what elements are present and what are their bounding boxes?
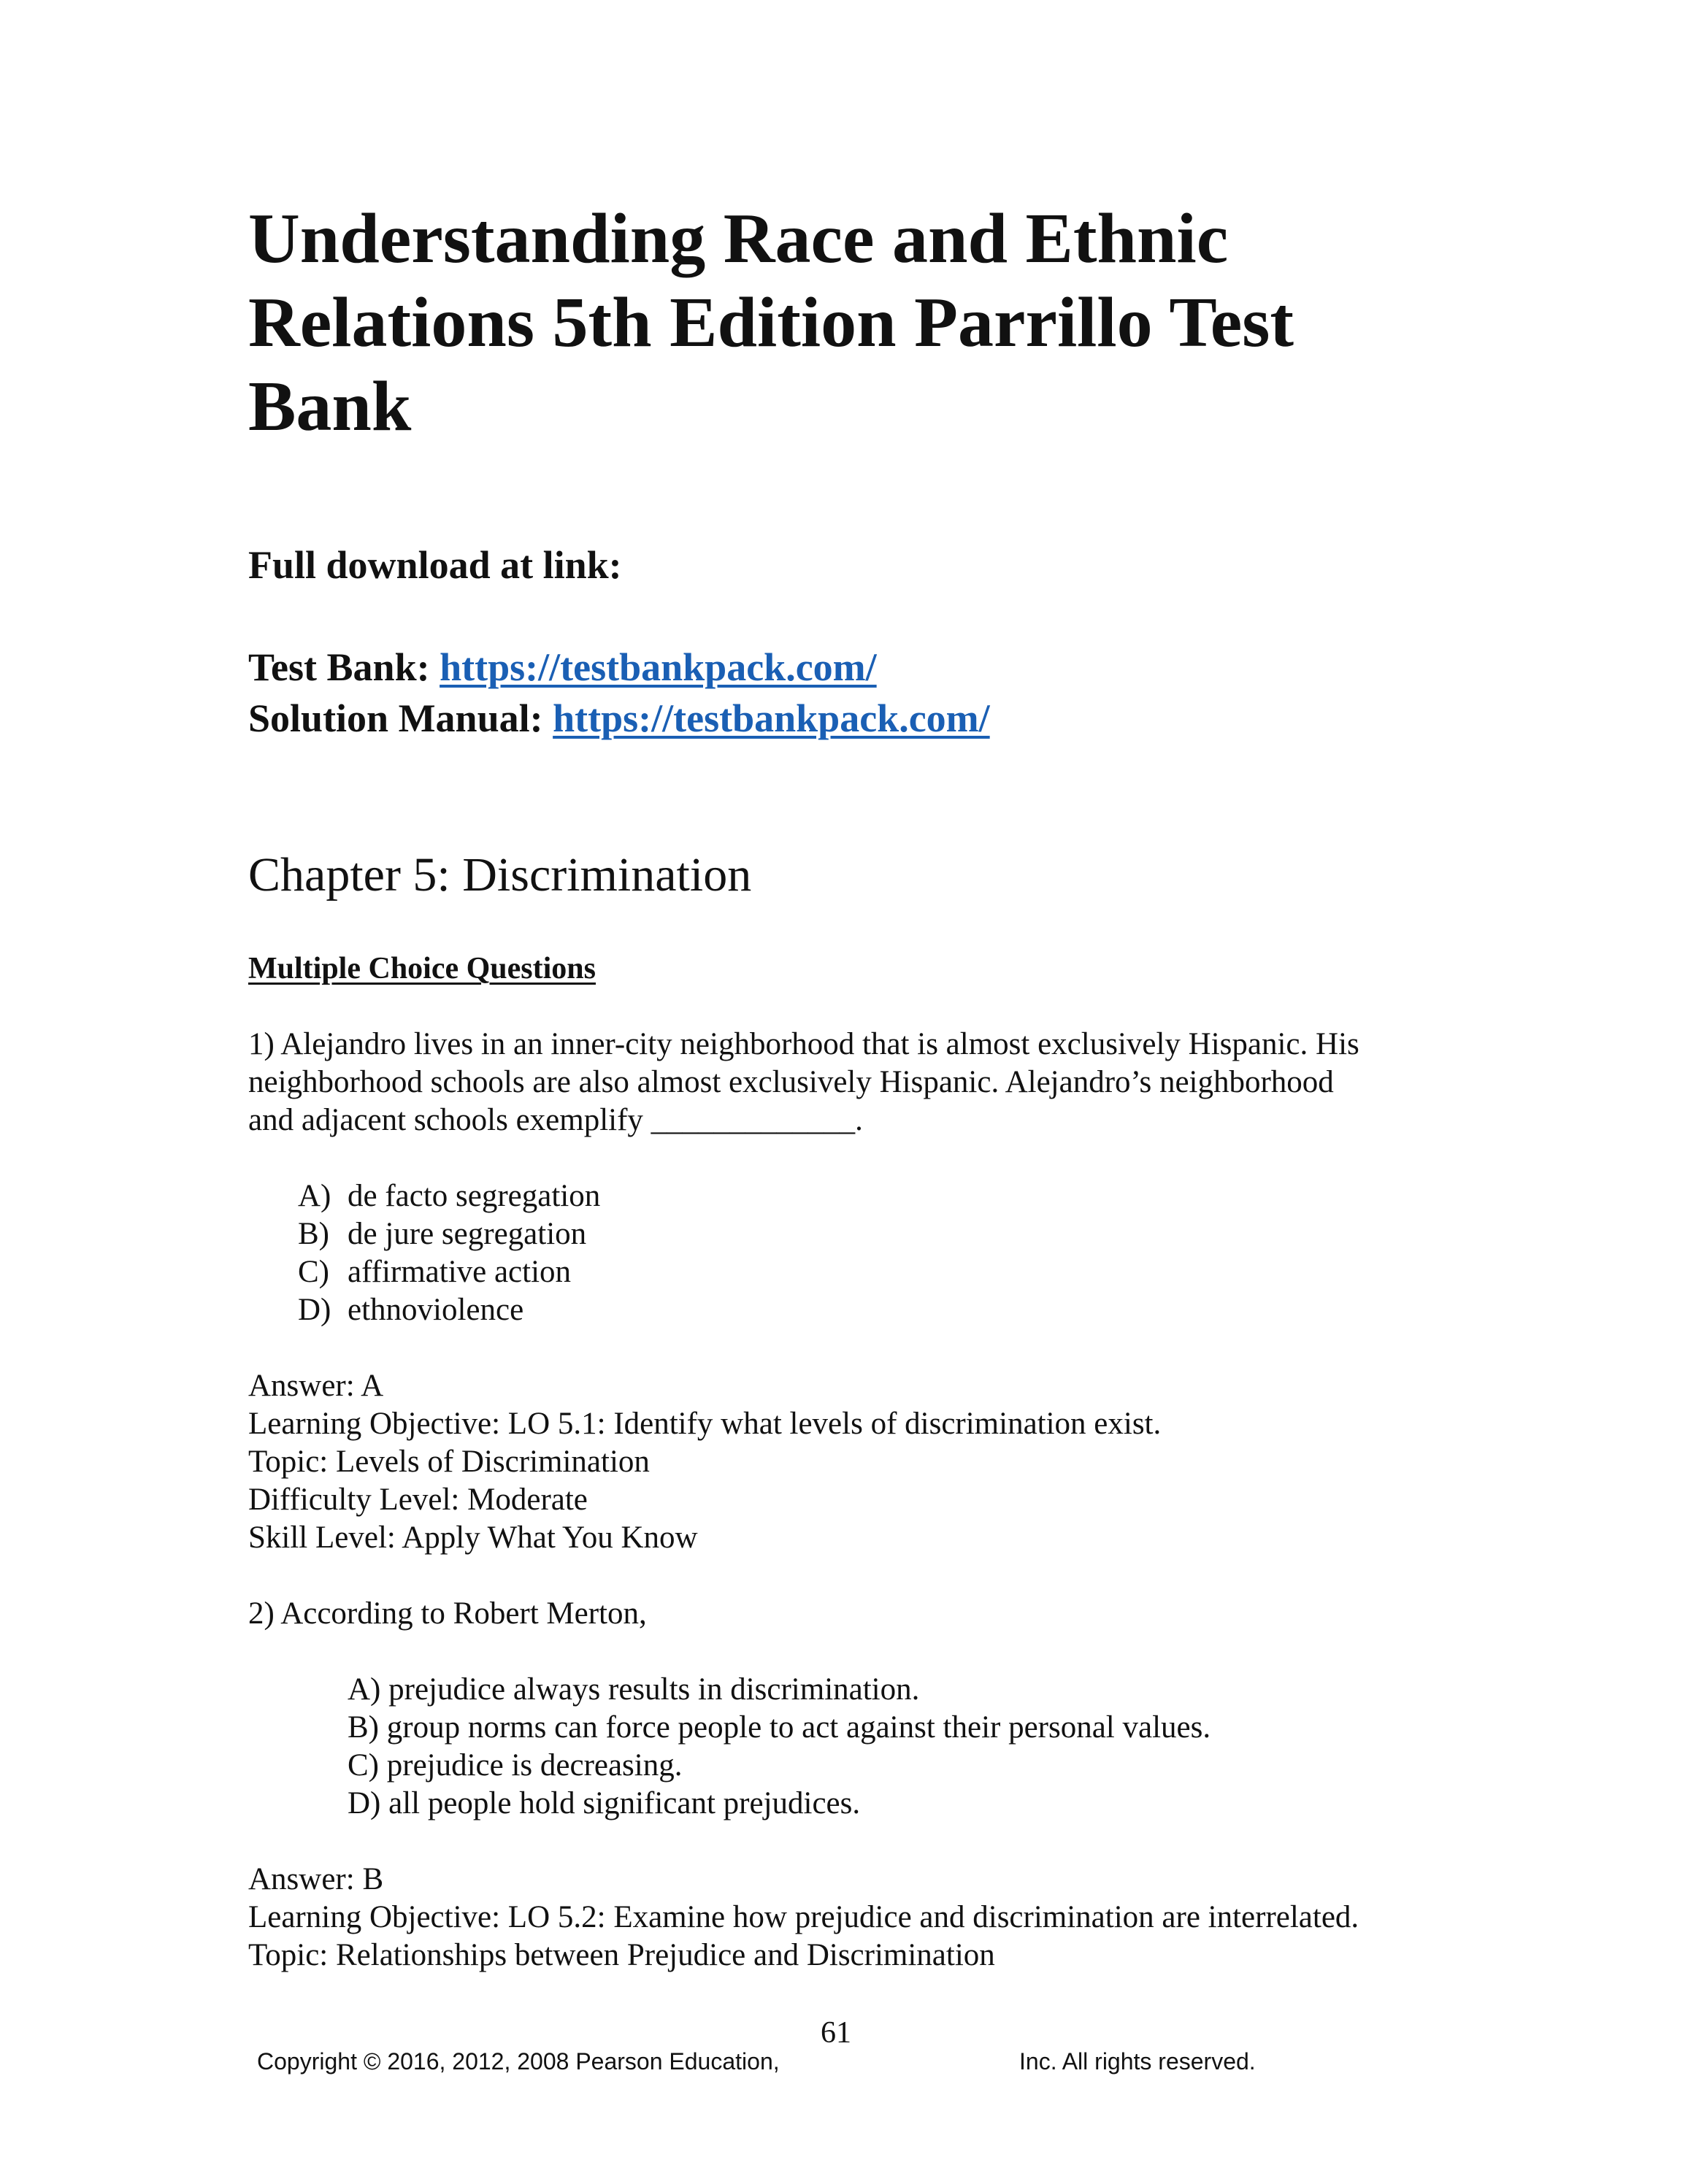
learning-objective-line: Learning Objective: LO 5.1: Identify what levels of discrimination exist. <box>248 1407 1162 1441</box>
title-line: Understanding Race and Ethnic <box>248 199 1229 278</box>
option-text: de facto segregation <box>348 1179 601 1213</box>
question-1-stem <box>248 1026 1489 1139</box>
difficulty-line: Difficulty Level: Moderate <box>248 1483 588 1517</box>
title-line: Bank <box>248 367 412 446</box>
page-content <box>248 197 1489 1975</box>
answer-option: D) all people hold significant prejudices. <box>348 1786 861 1820</box>
answer-line: Answer: A <box>248 1369 384 1403</box>
answer-option <box>298 1291 1489 1329</box>
option-letter: C) <box>298 1255 329 1289</box>
option-text: ethnoviolence <box>348 1293 524 1327</box>
test-bank-label: Test Bank: <box>248 645 440 689</box>
question-stem-line: 2) According to Robert Merton, <box>248 1596 647 1631</box>
option-letter: D) <box>298 1293 331 1327</box>
answer-option: B) group norms can force people to act against their personal values. <box>348 1710 1211 1745</box>
skill-level-line: Skill Level: Apply What You Know <box>248 1520 698 1555</box>
test-bank-link-row <box>248 642 1489 693</box>
document-title <box>248 197 1489 449</box>
answer-option: A) prejudice always results in discrimination. <box>348 1672 920 1707</box>
question-1-options <box>298 1177 1489 1329</box>
topic-line: Topic: Levels of Discrimination <box>248 1445 650 1479</box>
chapter-title: Chapter 5: Discrimination <box>248 848 752 901</box>
test-bank-link[interactable]: https://testbankpack.com/ <box>440 645 877 689</box>
question-stem-line: 1) Alejandro lives in an inner-city neighborhood that is almost exclusively Hispanic. His <box>248 1027 1359 1061</box>
answer-option: C) prejudice is decreasing. <box>348 1748 683 1783</box>
question-stem-line: and adjacent schools exemplify _____________. <box>248 1103 863 1137</box>
answer-option <box>298 1215 1489 1253</box>
rights-notice: Inc. All rights reserved. <box>1019 2048 1256 2075</box>
answer-option <box>298 1177 1489 1215</box>
question-2-metadata <box>248 1861 1489 1975</box>
option-letter: A) <box>298 1179 331 1213</box>
answer-option <box>298 1253 1489 1291</box>
page-number: 61 <box>821 2016 851 2050</box>
answer-line: Answer: B <box>248 1862 384 1896</box>
topic-line: Topic: Relationships between Prejudice and Discrimination <box>248 1938 995 1972</box>
solution-manual-link-row <box>248 693 1489 744</box>
option-text: de jure segregation <box>348 1217 587 1251</box>
copyright-notice: Copyright © 2016, 2012, 2008 Pearson Education, <box>257 2048 780 2075</box>
learning-objective-line: Learning Objective: LO 5.2: Examine how prejudice and discrimination are interrelated. <box>248 1900 1359 1934</box>
question-2-stem <box>248 1595 1489 1633</box>
solution-manual-label: Solution Manual: <box>248 696 553 740</box>
page-footer <box>0 2015 1688 2088</box>
download-links <box>248 642 1489 744</box>
question-1-metadata <box>248 1367 1489 1557</box>
question-2-options <box>348 1671 1489 1823</box>
download-heading: Full download at link: <box>248 543 622 587</box>
question-stem-line: neighborhood schools are also almost exclusively Hispanic. Alejandro’s neighborhood <box>248 1065 1334 1099</box>
solution-manual-link[interactable]: https://testbankpack.com/ <box>553 696 990 740</box>
title-line: Relations 5th Edition Parrillo Test <box>248 283 1294 362</box>
section-heading: Multiple Choice Questions <box>248 952 596 985</box>
option-text: affirmative action <box>348 1255 572 1289</box>
option-letter: B) <box>298 1217 329 1251</box>
